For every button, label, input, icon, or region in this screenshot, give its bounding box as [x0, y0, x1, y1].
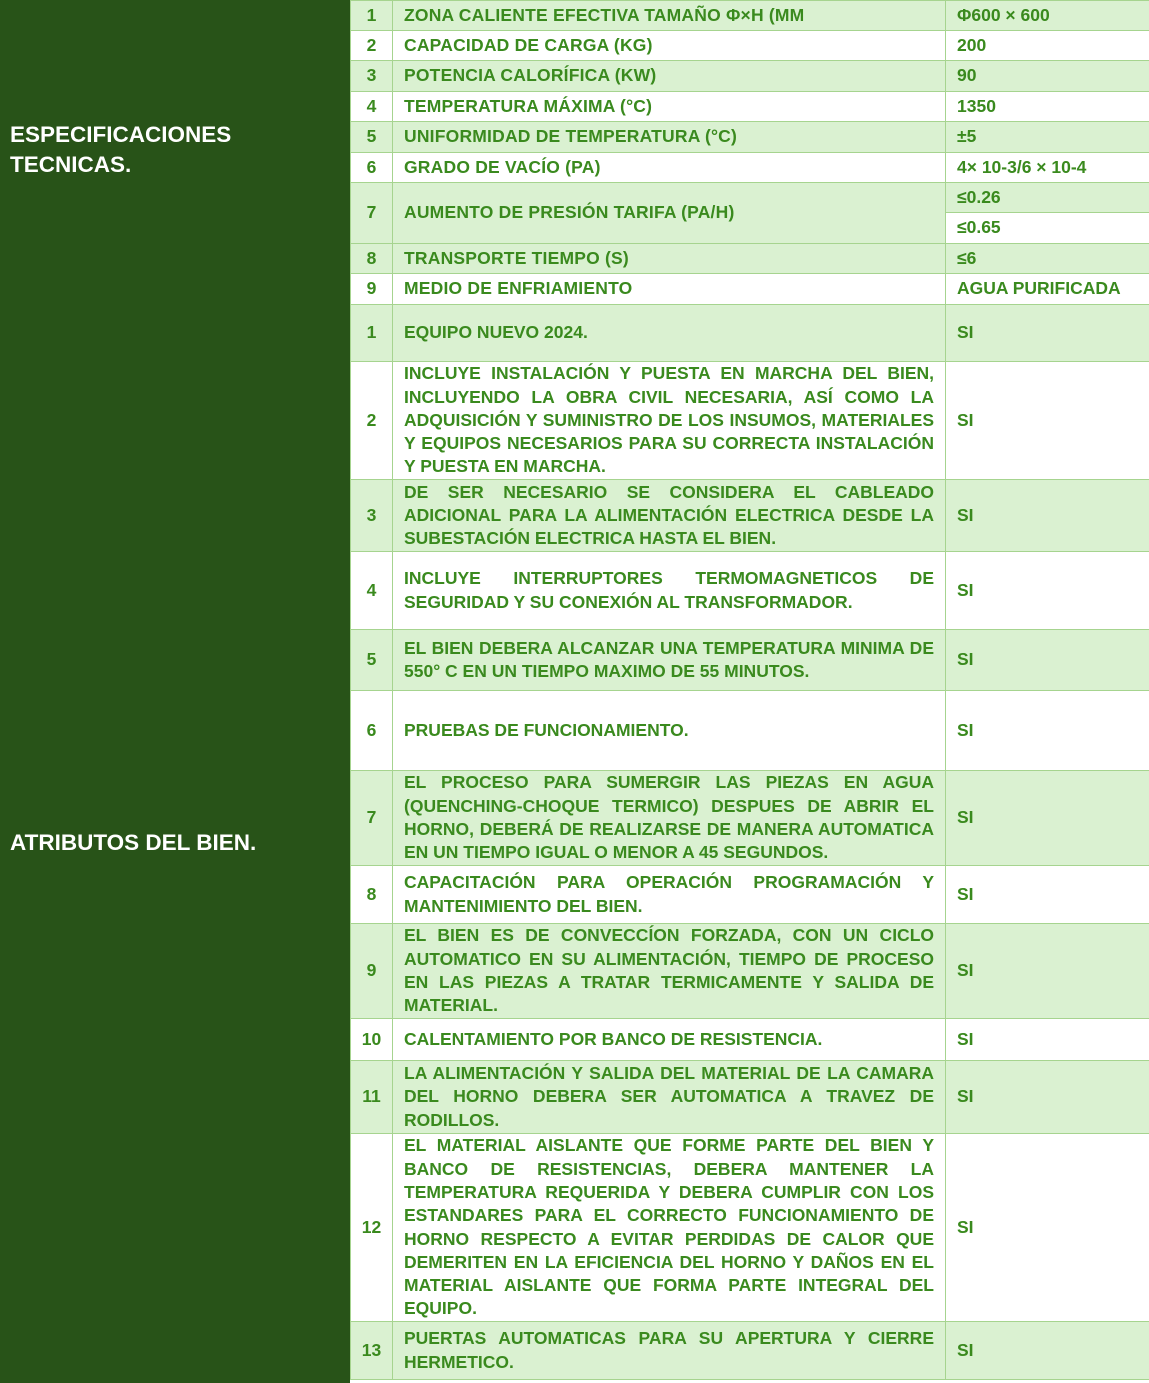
spec-description: TEMPERATURA MÁXIMA (°C): [393, 92, 946, 122]
spec-description: AUMENTO DE PRESIÓN TARIFA (PA/H): [393, 183, 946, 244]
attribute-description: INCLUYE INSTALACIÓN Y PUESTA EN MARCHA DEL BIEN, INCLUYENDO LA OBRA CIVIL NECESARIA, ASÍ COMO LA ADQUISICIÓN Y SUMINISTRO DE LOS INSUMOS, MATERIALES Y EQUIPOS NECESARIOS PARA SU CORRECTA INSTALACIÓN Y PUESTA EN MARCHA.: [393, 362, 946, 480]
attribute-description: LA ALIMENTACIÓN Y SALIDA DEL MATERIAL DE LA CAMARA DEL HORNO DEBERA SER AUTOMATICA A TRAVEZ DE RODILLOS.: [393, 1061, 946, 1134]
spec-description: MEDIO DE ENFRIAMIENTO: [393, 274, 946, 305]
attribute-description: CALENTAMIENTO POR BANCO DE RESISTENCIA.: [393, 1019, 946, 1061]
attribute-row: [351, 1322, 1149, 1380]
row-number: 8: [351, 244, 393, 274]
attribute-row: [351, 771, 1149, 866]
row-number: 5: [351, 630, 393, 691]
spec-description: ZONA CALIENTE EFECTIVA TAMAÑO Φ×H (MM: [393, 1, 946, 31]
spec-row: [351, 122, 1149, 153]
attribute-value: SI: [946, 552, 1149, 630]
row-number: 2: [351, 362, 393, 480]
row-number: 7: [351, 183, 393, 244]
spec-value: 90: [946, 61, 1149, 92]
spec-description: UNIFORMIDAD DE TEMPERATURA (°C): [393, 122, 946, 153]
spec-value: ≤0.26: [946, 183, 1149, 213]
spec-row: [351, 1, 1149, 31]
attribute-description: EL PROCESO PARA SUMERGIR LAS PIEZAS EN AGUA (QUENCHING-CHOQUE TERMICO) DESPUES DE ABRIR EL HORNO, DEBERÁ DE REALIZARSE DE MANERA AUTOMATICA EN UN TIEMPO IGUAL O MENOR A 45 SEGUNDOS.: [393, 771, 946, 866]
row-number: 4: [351, 92, 393, 122]
spec-description: CAPACIDAD DE CARGA (KG): [393, 31, 946, 61]
attribute-row: [351, 630, 1149, 691]
spec-value: ±5: [946, 122, 1149, 153]
attribute-value: SI: [946, 1019, 1149, 1061]
attribute-row: [351, 552, 1149, 630]
spec-row: [351, 153, 1149, 183]
attribute-value: SI: [946, 1134, 1149, 1322]
attribute-value: SI: [946, 1061, 1149, 1134]
attribute-row: [351, 691, 1149, 771]
row-number: 6: [351, 691, 393, 771]
row-number: 13: [351, 1322, 393, 1380]
row-number: 3: [351, 61, 393, 92]
row-number: 2: [351, 31, 393, 61]
spec-table-area: [350, 0, 1149, 1383]
attribute-description: EL BIEN ES DE CONVECCÍON FORZADA, CON UN CICLO AUTOMATICO EN SU ALIMENTACIÓN, TIEMPO DE PROCESO EN LAS PIEZAS A TRATAR TERMICAMENTE Y SALIDA DE MATERIAL.: [393, 924, 946, 1019]
spec-value: 4× 10-3/6 × 10-4: [946, 153, 1149, 183]
attribute-value: SI: [946, 866, 1149, 924]
row-number: 5: [351, 122, 393, 153]
spec-description: GRADO DE VACÍO (PA): [393, 153, 946, 183]
attribute-row: [351, 1061, 1149, 1134]
attribute-row: [351, 480, 1149, 552]
spec-table: [350, 0, 1149, 1380]
row-number: 3: [351, 480, 393, 552]
attribute-description: EL BIEN DEBERA ALCANZAR UNA TEMPERATURA MINIMA DE 550° C EN UN TIEMPO MAXIMO DE 55 MINUTOS.: [393, 630, 946, 691]
spec-value: 1350: [946, 92, 1149, 122]
spec-value: AGUA PURIFICADA: [946, 274, 1149, 305]
attributes-section-label: ATRIBUTOS DEL BIEN.: [10, 830, 257, 855]
specs-section-label: ESPECIFICACIONES TECNICAS.: [10, 122, 232, 177]
row-number: 9: [351, 274, 393, 305]
row-number: 8: [351, 866, 393, 924]
spec-description: TRANSPORTE TIEMPO (S): [393, 244, 946, 274]
row-number: 12: [351, 1134, 393, 1322]
row-number: 7: [351, 771, 393, 866]
spec-row: [351, 31, 1149, 61]
row-number: 10: [351, 1019, 393, 1061]
spec-value: Φ600 × 600: [946, 1, 1149, 31]
spec-value: 200: [946, 31, 1149, 61]
attribute-row: [351, 1134, 1149, 1322]
spec-value-secondary: ≤0.65: [946, 213, 1149, 244]
attribute-value: SI: [946, 924, 1149, 1019]
attribute-description: CAPACITACIÓN PARA OPERACIÓN PROGRAMACIÓN Y MANTENIMIENTO DEL BIEN.: [393, 866, 946, 924]
row-number: 9: [351, 924, 393, 1019]
attribute-row: [351, 924, 1149, 1019]
spec-row: [351, 92, 1149, 122]
attribute-description: INCLUYE INTERRUPTORES TERMOMAGNETICOS DE SEGURIDAD Y SU CONEXIÓN AL TRANSFORMADOR.: [393, 552, 946, 630]
attribute-row: [351, 1019, 1149, 1061]
attribute-row: [351, 305, 1149, 362]
attribute-value: SI: [946, 691, 1149, 771]
attribute-value: SI: [946, 362, 1149, 480]
attribute-value: SI: [946, 630, 1149, 691]
spec-row: [351, 244, 1149, 274]
row-number: 11: [351, 1061, 393, 1134]
row-number: 6: [351, 153, 393, 183]
spec-row: [351, 274, 1149, 305]
row-number: 1: [351, 1, 393, 31]
attribute-value: SI: [946, 480, 1149, 552]
attribute-description: PRUEBAS DE FUNCIONAMIENTO.: [393, 691, 946, 771]
spec-value: ≤6: [946, 244, 1149, 274]
section-sidebar: [0, 0, 350, 1383]
spec-row: [351, 183, 1149, 213]
attribute-description: EQUIPO NUEVO 2024.: [393, 305, 946, 362]
row-number: 1: [351, 305, 393, 362]
attribute-description: PUERTAS AUTOMATICAS PARA SU APERTURA Y CIERRE HERMETICO.: [393, 1322, 946, 1380]
spec-row: [351, 61, 1149, 92]
attribute-description: DE SER NECESARIO SE CONSIDERA EL CABLEADO ADICIONAL PARA LA ALIMENTACIÓN ELECTRICA DESDE LA SUBESTACIÓN ELECTRICA HASTA EL BIEN.: [393, 480, 946, 552]
row-number: 4: [351, 552, 393, 630]
attribute-value: SI: [946, 771, 1149, 866]
attribute-row: [351, 362, 1149, 480]
spec-description: POTENCIA CALORÍFICA (KW): [393, 61, 946, 92]
attribute-row: [351, 866, 1149, 924]
attribute-description: EL MATERIAL AISLANTE QUE FORME PARTE DEL BIEN Y BANCO DE RESISTENCIAS, DEBERA MANTENER LA TEMPERATURA REQUERIDA Y DEBERA CUMPLIR CON LOS ESTANDARES PARA EL CORRECTO FUNCIONAMIENTO DE HORNO RESPECTO A EVITAR PERDIDAS DE CALOR QUE DEMERITEN EN LA EFICIENCIA DEL HORNO Y DAÑOS EN EL MATERIAL AISLANTE QUE FORMA PARTE INTEGRAL DEL EQUIPO.: [393, 1134, 946, 1322]
attribute-value: SI: [946, 305, 1149, 362]
attribute-value: SI: [946, 1322, 1149, 1380]
